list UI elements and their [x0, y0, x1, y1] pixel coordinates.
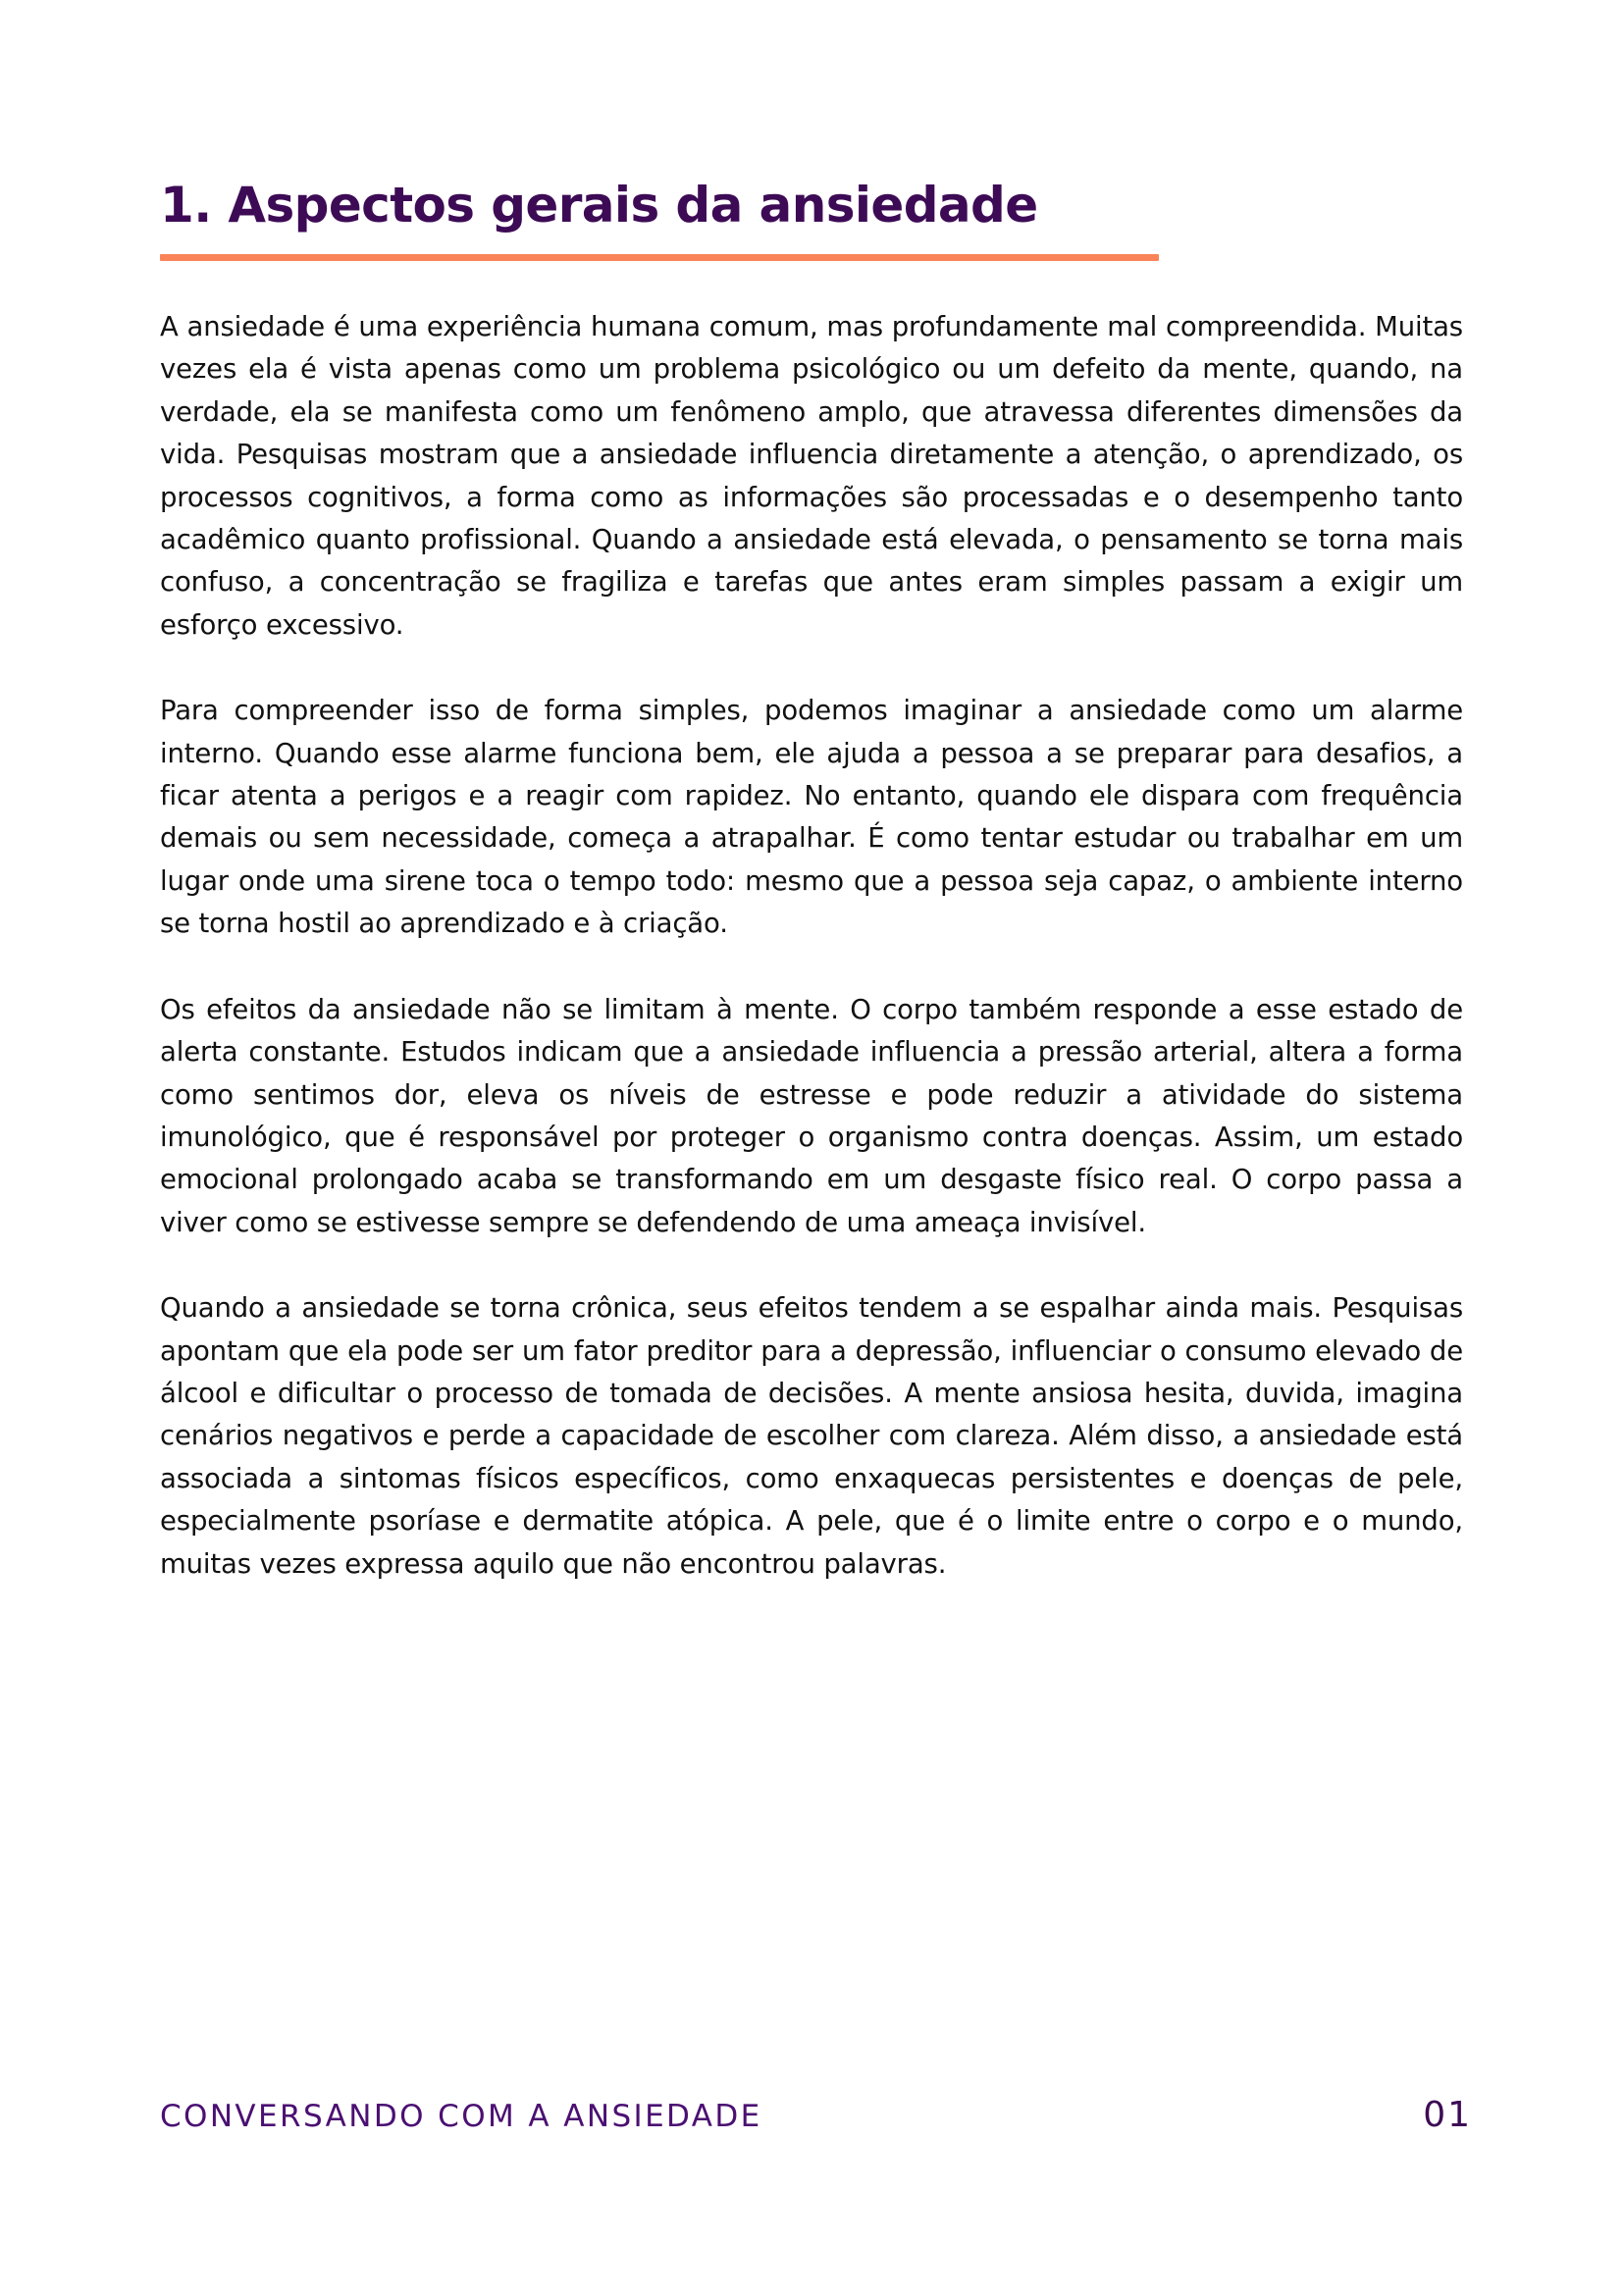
paragraph: Os efeitos da ansiedade não se limitam à mente. O corpo também responde a esse estado de alerta constante. Estudos indicam que a ansiedade influencia a pressão arterial, altera a forma como sentimos dor, eleva os níveis de estresse e pode reduzir a atividade do sistema imunológico, que é responsável por proteger o organismo contra doenças. Assim, um estado emocional prolongado acaba se transformando em um desgaste físico real. O corpo passa a viver como se estivesse sempre se defendendo de uma ameaça invisível. [160, 993, 1463, 1238]
footer-book-title: CONVERSANDO COM A ANSIEDADE [160, 2099, 762, 2134]
body-copy [160, 306, 1463, 1586]
page-footer [160, 2095, 1472, 2135]
page-number: 01 [1423, 2095, 1472, 2135]
paragraph: Para compreender isso de forma simples, podemos imaginar a ansiedade como um alarme interno. Quando esse alarme funciona bem, ele ajuda a pessoa a se preparar para desafios, a ficar atenta a perigos e a reagir com rapidez. No entanto, quando ele dispara com frequência demais ou sem necessidade, começa a atrapalhar. É como tentar estudar ou trabalhar em um lugar onde uma sirene toca o tempo todo: mesmo que a pessoa seja capaz, o ambiente interno se torna hostil ao aprendizado e à criação. [160, 695, 1463, 940]
paragraph: A ansiedade é uma experiência humana comum, mas profundamente mal compreendida. Muitas vezes ela é vista apenas como um problema psicológico ou um defeito da mente, quando, na verdade, ela se manifesta como um fenômeno amplo, que atravessa diferentes dimensões da vida. Pesquisas mostram que a ansiedade influencia diretamente a atenção, o aprendizado, os processos cognitivos, a forma como as informações são processadas e o desempenho tanto acadêmico quanto profissional. Quando a ansiedade está elevada, o pensamento se torna mais confuso, a concentração se fragiliza e tarefas que antes eram simples passam a exigir um esforço excessivo. [160, 311, 1463, 641]
paragraph: Quando a ansiedade se torna crônica, seus efeitos tendem a se espalhar ainda mais. Pesquisas apontam que ela pode ser um fator preditor para a depressão, influenciar o consumo elevado de álcool e dificultar o processo de tomada de decisões. A mente ansiosa hesita, duvida, imagina cenários negativos e perde a capacidade de escolher com clareza. Além disso, a ansiedade está associada a sintomas físicos específicos, como enxaquecas persistentes e doenças de pele, especialmente psoríase e dermatite atópica. A pele, que é o limite entre o corpo e o mundo, muitas vezes expressa aquilo que não encontrou palavras. [160, 1292, 1463, 1580]
heading-accent-rule [160, 254, 1159, 261]
page-content [160, 0, 1463, 1586]
page-title: 1. Aspectos gerais da ansiedade [160, 177, 1038, 234]
